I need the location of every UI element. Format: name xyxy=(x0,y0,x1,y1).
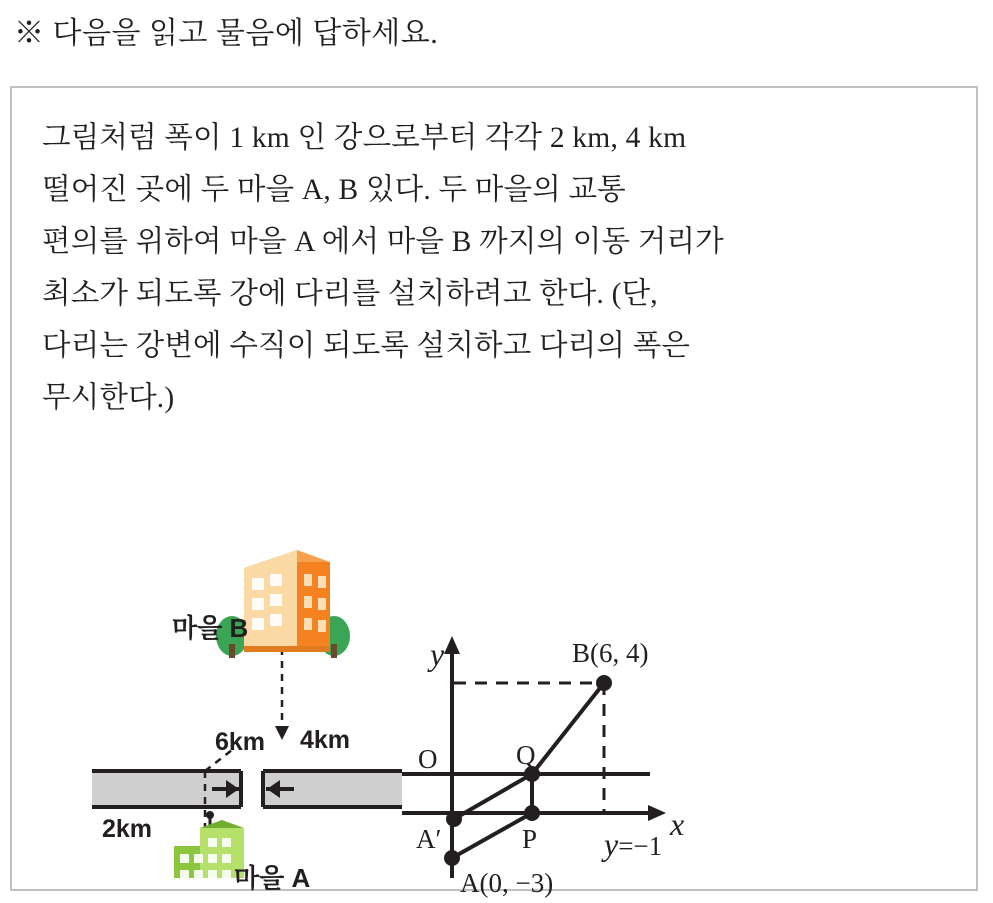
x-axis-label: x xyxy=(670,806,685,842)
point-a-label: A(0, −3) xyxy=(460,868,554,898)
point-b-label: B(6, 4) xyxy=(572,638,649,668)
dimension-2km-label: 2km xyxy=(102,815,153,843)
y-axis-label: y xyxy=(430,636,445,672)
coordinate-graph xyxy=(382,528,942,898)
dimension-6km-label: 6km xyxy=(215,728,266,756)
line-equation-label: y=−1 xyxy=(604,826,663,862)
problem-line: 무시한다.) xyxy=(42,382,175,414)
problem-line: 편의를 위하여 마을 A 에서 마을 B 까지의 이동 거리가 xyxy=(42,226,724,258)
point-a xyxy=(444,850,460,866)
point-p xyxy=(524,805,540,821)
problem-line: 떨어진 곳에 두 마을 A, B 있다. 두 마을의 교통 xyxy=(42,174,626,206)
segment-q-b xyxy=(532,683,604,774)
origin-label: O xyxy=(418,744,438,774)
river-illustration xyxy=(82,528,412,893)
figure xyxy=(32,528,962,898)
segment-a-p xyxy=(452,813,532,858)
y-axis xyxy=(444,636,460,878)
arrow-head-b xyxy=(275,726,289,740)
point-a-prime-label: A′ xyxy=(416,824,442,854)
village-b-label: 마을 B xyxy=(172,613,249,643)
village-a-label: 마을 A xyxy=(234,863,311,893)
point-q-label: Q xyxy=(516,740,536,770)
problem-statement xyxy=(42,112,952,424)
instruction-text: ※ 다음을 읽고 물음에 답하세요. xyxy=(14,17,439,50)
dimension-4km-label: 4km xyxy=(300,726,351,754)
problem-line: 그림처럼 폭이 1 km 인 강으로부터 각각 2 km, 4 km xyxy=(42,122,687,154)
bridge-gap xyxy=(241,769,263,809)
point-p-label: P xyxy=(522,824,538,854)
problem-line: 최소가 되도록 강에 다리를 설치하려고 한다. (단, xyxy=(42,278,658,310)
problem-line: 다리는 강변에 수직이 되도록 설치하고 다리의 폭은 xyxy=(42,330,691,362)
problem-box xyxy=(10,86,978,898)
point-b xyxy=(596,675,612,691)
point-a-prime xyxy=(446,811,462,827)
